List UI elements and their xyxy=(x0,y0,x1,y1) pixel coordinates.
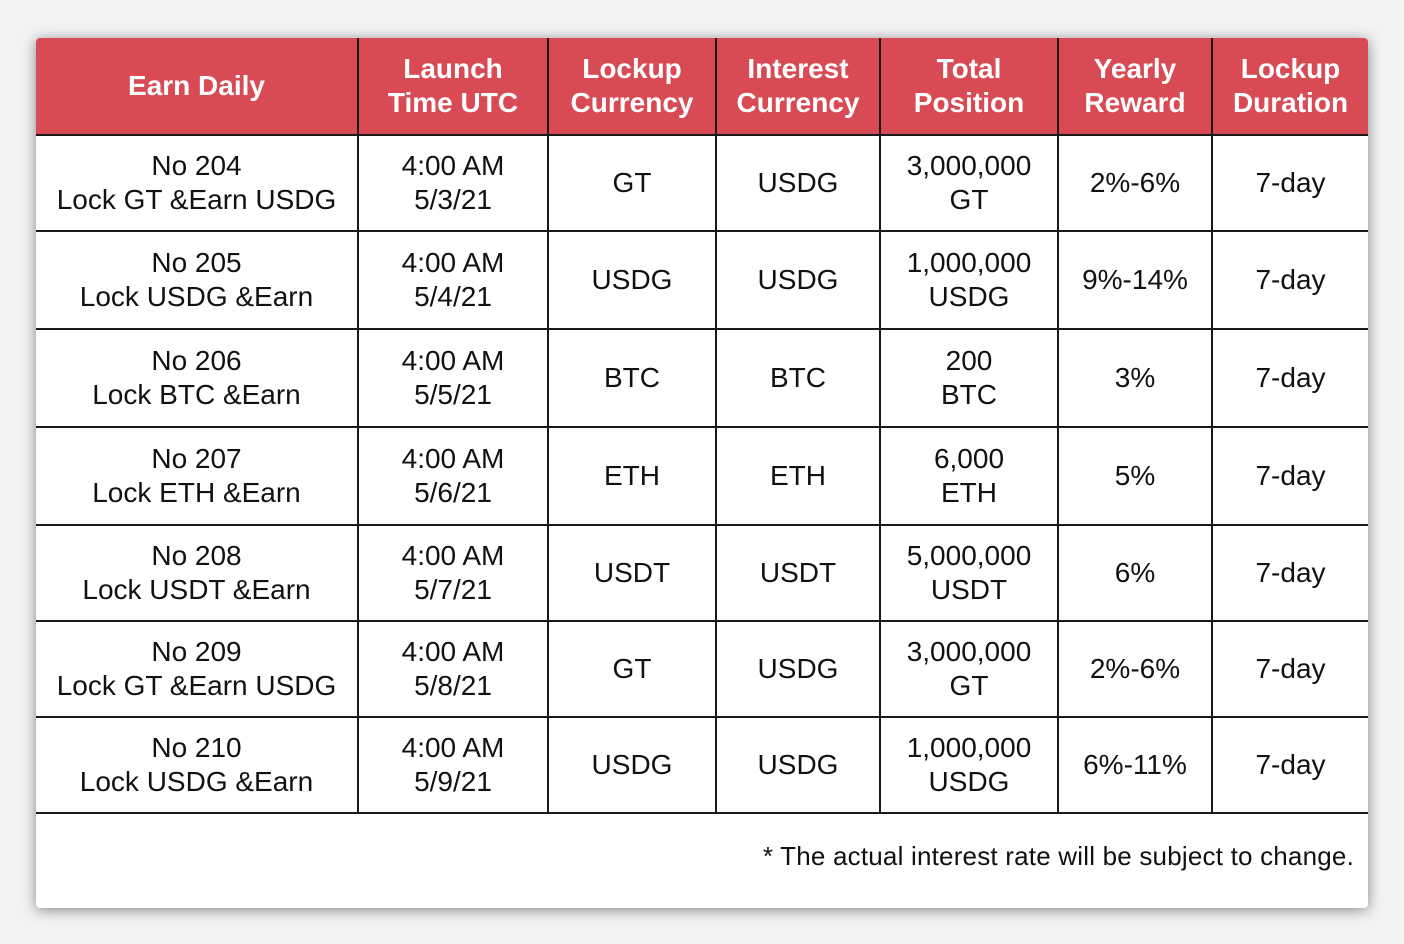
header-yearly-reward xyxy=(1058,38,1212,135)
cell-lockup-currency: USDG xyxy=(548,717,716,813)
cell-lockup-duration: 7-day xyxy=(1212,329,1368,427)
header-label: Yearly xyxy=(1093,53,1177,84)
table-row xyxy=(36,135,1368,231)
cell-interest-currency: USDT xyxy=(716,525,880,621)
cell-lockup-duration: 7-day xyxy=(1212,231,1368,329)
cell-earn-daily xyxy=(36,621,358,717)
cell-text: 5/9/21 xyxy=(414,766,492,797)
cell-earn-daily xyxy=(36,135,358,231)
cell-text: 4:00 AM xyxy=(401,150,505,181)
cell-earn-daily xyxy=(36,231,358,329)
cell-yearly-reward: 6% xyxy=(1058,525,1212,621)
cell-text: 4:00 AM xyxy=(401,443,505,474)
cell-text: 3,000,000 xyxy=(906,150,1032,181)
header-label: Currency xyxy=(736,87,860,118)
header-label: Lockup xyxy=(1240,53,1341,84)
cell-text: No 204 xyxy=(151,150,242,181)
cell-launch-time xyxy=(358,717,548,813)
cell-text: 5/5/21 xyxy=(414,379,492,410)
header-label: Reward xyxy=(1084,87,1186,118)
table-row xyxy=(36,427,1368,525)
document-window xyxy=(36,38,1368,908)
cell-total-position xyxy=(880,717,1058,813)
cell-text: 4:00 AM xyxy=(401,345,505,376)
cell-launch-time xyxy=(358,621,548,717)
cell-text: No 207 xyxy=(151,443,242,474)
cell-lockup-currency: BTC xyxy=(548,329,716,427)
header-label: Position xyxy=(913,87,1025,118)
cell-text: 5/7/21 xyxy=(414,574,492,605)
cell-text: 4:00 AM xyxy=(401,540,505,571)
header-lockup-currency xyxy=(548,38,716,135)
footnote-row xyxy=(36,813,1368,898)
cell-text: 6,000 xyxy=(933,443,1005,474)
cell-earn-daily xyxy=(36,717,358,813)
cell-yearly-reward: 6%-11% xyxy=(1058,717,1212,813)
cell-lockup-duration: 7-day xyxy=(1212,621,1368,717)
cell-launch-time xyxy=(358,329,548,427)
cell-lockup-currency: USDG xyxy=(548,231,716,329)
cell-total-position xyxy=(880,231,1058,329)
cell-interest-currency: BTC xyxy=(716,329,880,427)
cell-launch-time xyxy=(358,135,548,231)
footnote: * The actual interest rate will be subject to change. xyxy=(36,813,1368,898)
cell-text: 5/3/21 xyxy=(414,184,492,215)
cell-launch-time xyxy=(358,427,548,525)
cell-text: 4:00 AM xyxy=(401,732,505,763)
cell-total-position xyxy=(880,525,1058,621)
cell-text: 5/6/21 xyxy=(414,477,492,508)
cell-text: No 206 xyxy=(151,345,242,376)
cell-lockup-duration: 7-day xyxy=(1212,427,1368,525)
cell-lockup-currency: ETH xyxy=(548,427,716,525)
cell-text: 1,000,000 xyxy=(906,247,1032,278)
cell-text: Lock USDG &Earn xyxy=(79,281,314,312)
cell-lockup-currency: GT xyxy=(548,621,716,717)
cell-launch-time xyxy=(358,525,548,621)
cell-total-position xyxy=(880,427,1058,525)
cell-text: 4:00 AM xyxy=(401,636,505,667)
cell-interest-currency: USDG xyxy=(716,231,880,329)
header-label: Total xyxy=(936,53,1002,84)
table-row xyxy=(36,231,1368,329)
table-row xyxy=(36,525,1368,621)
cell-text: Lock USDG &Earn xyxy=(79,766,314,797)
cell-interest-currency: ETH xyxy=(716,427,880,525)
cell-yearly-reward: 2%-6% xyxy=(1058,621,1212,717)
cell-yearly-reward: 2%-6% xyxy=(1058,135,1212,231)
cell-total-position xyxy=(880,135,1058,231)
header-earn-daily xyxy=(36,38,358,135)
cell-text: USDG xyxy=(928,766,1010,797)
cell-launch-time xyxy=(358,231,548,329)
cell-text: Lock ETH &Earn xyxy=(92,477,301,508)
cell-text: GT xyxy=(949,184,989,215)
cell-interest-currency: USDG xyxy=(716,621,880,717)
table-row xyxy=(36,329,1368,427)
header-interest-currency xyxy=(716,38,880,135)
cell-text: Lock BTC &Earn xyxy=(92,379,301,410)
cell-text: 3,000,000 xyxy=(906,636,1032,667)
cell-text: No 210 xyxy=(151,732,242,763)
cell-interest-currency: USDG xyxy=(716,717,880,813)
table-header-row xyxy=(36,38,1368,135)
cell-text: Lock GT &Earn USDG xyxy=(56,670,337,701)
cell-text: BTC xyxy=(941,379,997,410)
cell-text: 200 xyxy=(945,345,993,376)
cell-yearly-reward: 5% xyxy=(1058,427,1212,525)
header-launch-time xyxy=(358,38,548,135)
cell-lockup-duration: 7-day xyxy=(1212,525,1368,621)
cell-text: No 209 xyxy=(151,636,242,667)
table-row xyxy=(36,717,1368,813)
cell-text: No 208 xyxy=(151,540,242,571)
cell-total-position xyxy=(880,329,1058,427)
cell-text: 1,000,000 xyxy=(906,732,1032,763)
cell-lockup-currency: USDT xyxy=(548,525,716,621)
earn-daily-table xyxy=(36,38,1368,898)
cell-yearly-reward: 9%-14% xyxy=(1058,231,1212,329)
cell-text: 5,000,000 xyxy=(906,540,1032,571)
header-label: Duration xyxy=(1232,87,1349,118)
header-lockup-duration xyxy=(1212,38,1368,135)
cell-earn-daily xyxy=(36,329,358,427)
header-label: Time UTC xyxy=(387,87,519,118)
cell-interest-currency: USDG xyxy=(716,135,880,231)
cell-earn-daily xyxy=(36,525,358,621)
header-label: Earn Daily xyxy=(128,70,265,101)
cell-text: No 205 xyxy=(151,247,242,278)
cell-text: USDG xyxy=(928,281,1010,312)
header-label: Interest xyxy=(747,53,849,84)
cell-lockup-currency: GT xyxy=(548,135,716,231)
cell-earn-daily xyxy=(36,427,358,525)
cell-total-position xyxy=(880,621,1058,717)
cell-lockup-duration: 7-day xyxy=(1212,135,1368,231)
cell-text: 5/8/21 xyxy=(414,670,492,701)
cell-yearly-reward: 3% xyxy=(1058,329,1212,427)
cell-text: USDT xyxy=(930,574,1008,605)
header-total-position xyxy=(880,38,1058,135)
header-label: Currency xyxy=(570,87,694,118)
cell-text: Lock GT &Earn USDG xyxy=(56,184,337,215)
cell-text: 4:00 AM xyxy=(401,247,505,278)
cell-lockup-duration: 7-day xyxy=(1212,717,1368,813)
cell-text: GT xyxy=(949,670,989,701)
cell-text: ETH xyxy=(941,477,997,508)
header-label: Lockup xyxy=(582,53,682,84)
header-label: Launch xyxy=(403,53,503,84)
cell-text: Lock USDT &Earn xyxy=(82,574,311,605)
cell-text: 5/4/21 xyxy=(414,281,492,312)
table-row xyxy=(36,621,1368,717)
